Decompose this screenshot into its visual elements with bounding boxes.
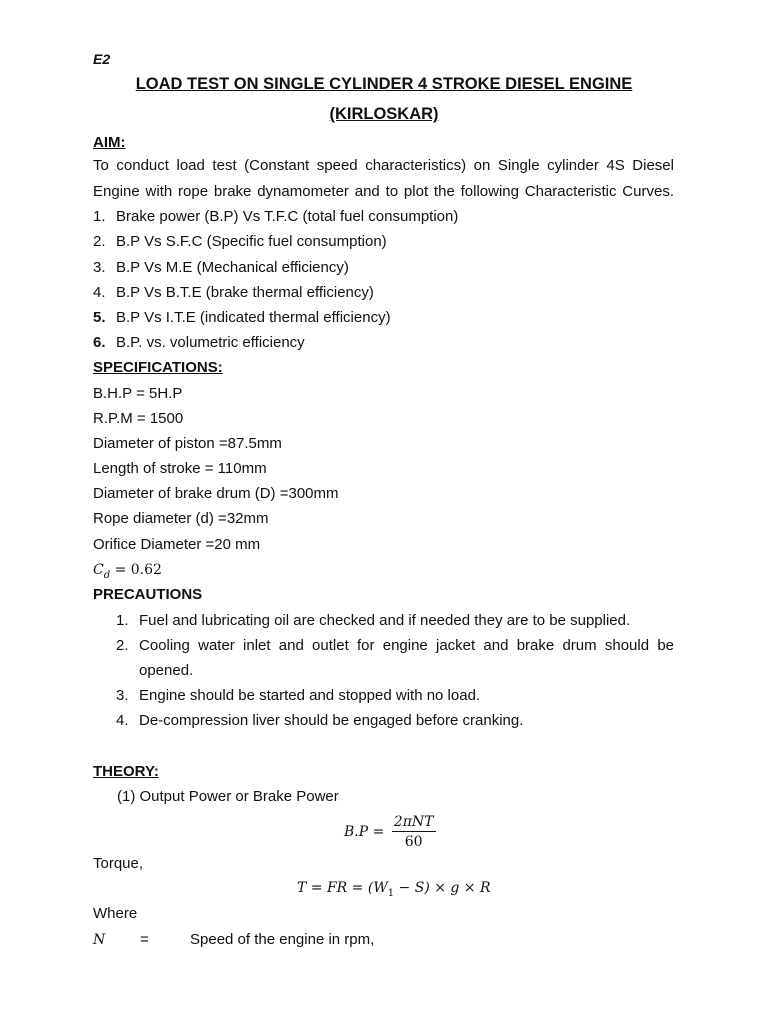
spec-item: Orifice Diameter =20 mm	[93, 536, 261, 553]
aim-item-number: 2.	[93, 233, 106, 250]
precautions-heading: PRECAUTIONS	[93, 586, 203, 603]
aim-item	[93, 334, 305, 352]
precaution-text: Cooling water inlet and outlet for engine jacket and brake drum should be	[139, 637, 674, 654]
aim-item	[93, 284, 374, 302]
precaution-item	[116, 637, 674, 655]
experiment-code: E2	[93, 51, 111, 67]
precaution-number: 3.	[116, 687, 129, 704]
aim-item	[93, 309, 391, 327]
bp-denominator: 60	[404, 834, 423, 850]
aim-item	[93, 233, 387, 251]
cd-subscript: d	[103, 569, 111, 581]
precaution-item	[116, 687, 480, 705]
aim-line-2: Engine with rope brake dynamometer and to plot the following Characteristic Curves.	[93, 183, 674, 200]
spec-item: Rope diameter (d) =32mm	[93, 510, 269, 527]
aim-item-number: 5.	[93, 309, 106, 326]
where-label: Where	[93, 905, 138, 922]
n-equals: =	[140, 931, 149, 948]
aim-item-text: B.P Vs I.T.E (indicated thermal efficiency)	[116, 309, 391, 326]
precaution-item	[116, 612, 630, 630]
title-line-1: LOAD TEST ON SINGLE CYLINDER 4 STROKE DIESEL ENGINE	[135, 75, 633, 93]
spec-item: B.H.P = 5H.P	[93, 385, 183, 402]
aim-item-text: B.P. vs. volumetric efficiency	[116, 334, 305, 351]
aim-heading: AIM:	[93, 134, 126, 151]
brake-power-formula	[344, 814, 436, 850]
precaution-item	[116, 712, 523, 730]
aim-item-number: 3.	[93, 259, 106, 276]
precaution-number: 4.	[116, 712, 129, 729]
title-line-2: (KIRLOSKAR)	[329, 105, 439, 123]
cd-symbol: C	[93, 562, 104, 578]
precaution-text: Engine should be started and stopped with no load.	[139, 687, 481, 704]
torque-label: Torque,	[93, 855, 144, 872]
aim-item	[93, 259, 349, 277]
theory-item-1: (1) Output Power or Brake Power	[117, 788, 339, 805]
precaution-number: 1.	[116, 612, 129, 629]
torque-eq-part-b: − S) × g × R	[394, 880, 491, 896]
n-symbol: N	[93, 932, 106, 948]
bp-lhs: B.P =	[344, 824, 385, 840]
spec-item: Length of stroke = 110mm	[93, 460, 267, 477]
bp-numerator: 2πNT	[393, 814, 434, 830]
cd-value: = 0.62	[114, 562, 162, 578]
aim-item-text: B.P Vs M.E (Mechanical efficiency)	[116, 259, 349, 276]
bp-fraction	[392, 814, 436, 850]
precaution-continuation: opened.	[139, 662, 194, 679]
aim-item-text: B.P Vs S.F.C (Specific fuel consumption)	[116, 233, 387, 250]
specifications-heading: SPECIFICATIONS:	[93, 359, 223, 376]
aim-item-number: 1.	[93, 208, 106, 225]
aim-item-number: 4.	[93, 284, 106, 301]
spec-item: Diameter of piston =87.5mm	[93, 435, 282, 452]
precaution-text: Fuel and lubricating oil are checked and if needed they are to be supplied.	[139, 612, 631, 629]
aim-item	[93, 208, 458, 226]
theory-heading: THEORY:	[93, 763, 159, 780]
spec-item: Diameter of brake drum (D) =300mm	[93, 485, 339, 502]
precaution-text: De-compression liver should be engaged before cranking.	[139, 712, 524, 729]
n-description: Speed of the engine in rpm,	[190, 931, 375, 948]
aim-item-text: B.P Vs B.T.E (brake thermal efficiency)	[116, 284, 374, 301]
spec-item: R.P.M = 1500	[93, 410, 184, 427]
torque-eq-subscript: 1	[387, 887, 395, 899]
aim-item-text: Brake power (B.P) Vs T.F.C (total fuel consumption)	[116, 208, 459, 225]
precaution-number: 2.	[116, 637, 129, 654]
discharge-coefficient	[93, 561, 162, 585]
torque-eq-part-a: T = FR = (W	[297, 880, 388, 896]
aim-item-number: 6.	[93, 334, 106, 351]
aim-line-1: To conduct load test (Constant speed characteristics) on Single cylinder 4S Diesel	[93, 157, 674, 174]
torque-formula	[297, 879, 491, 903]
